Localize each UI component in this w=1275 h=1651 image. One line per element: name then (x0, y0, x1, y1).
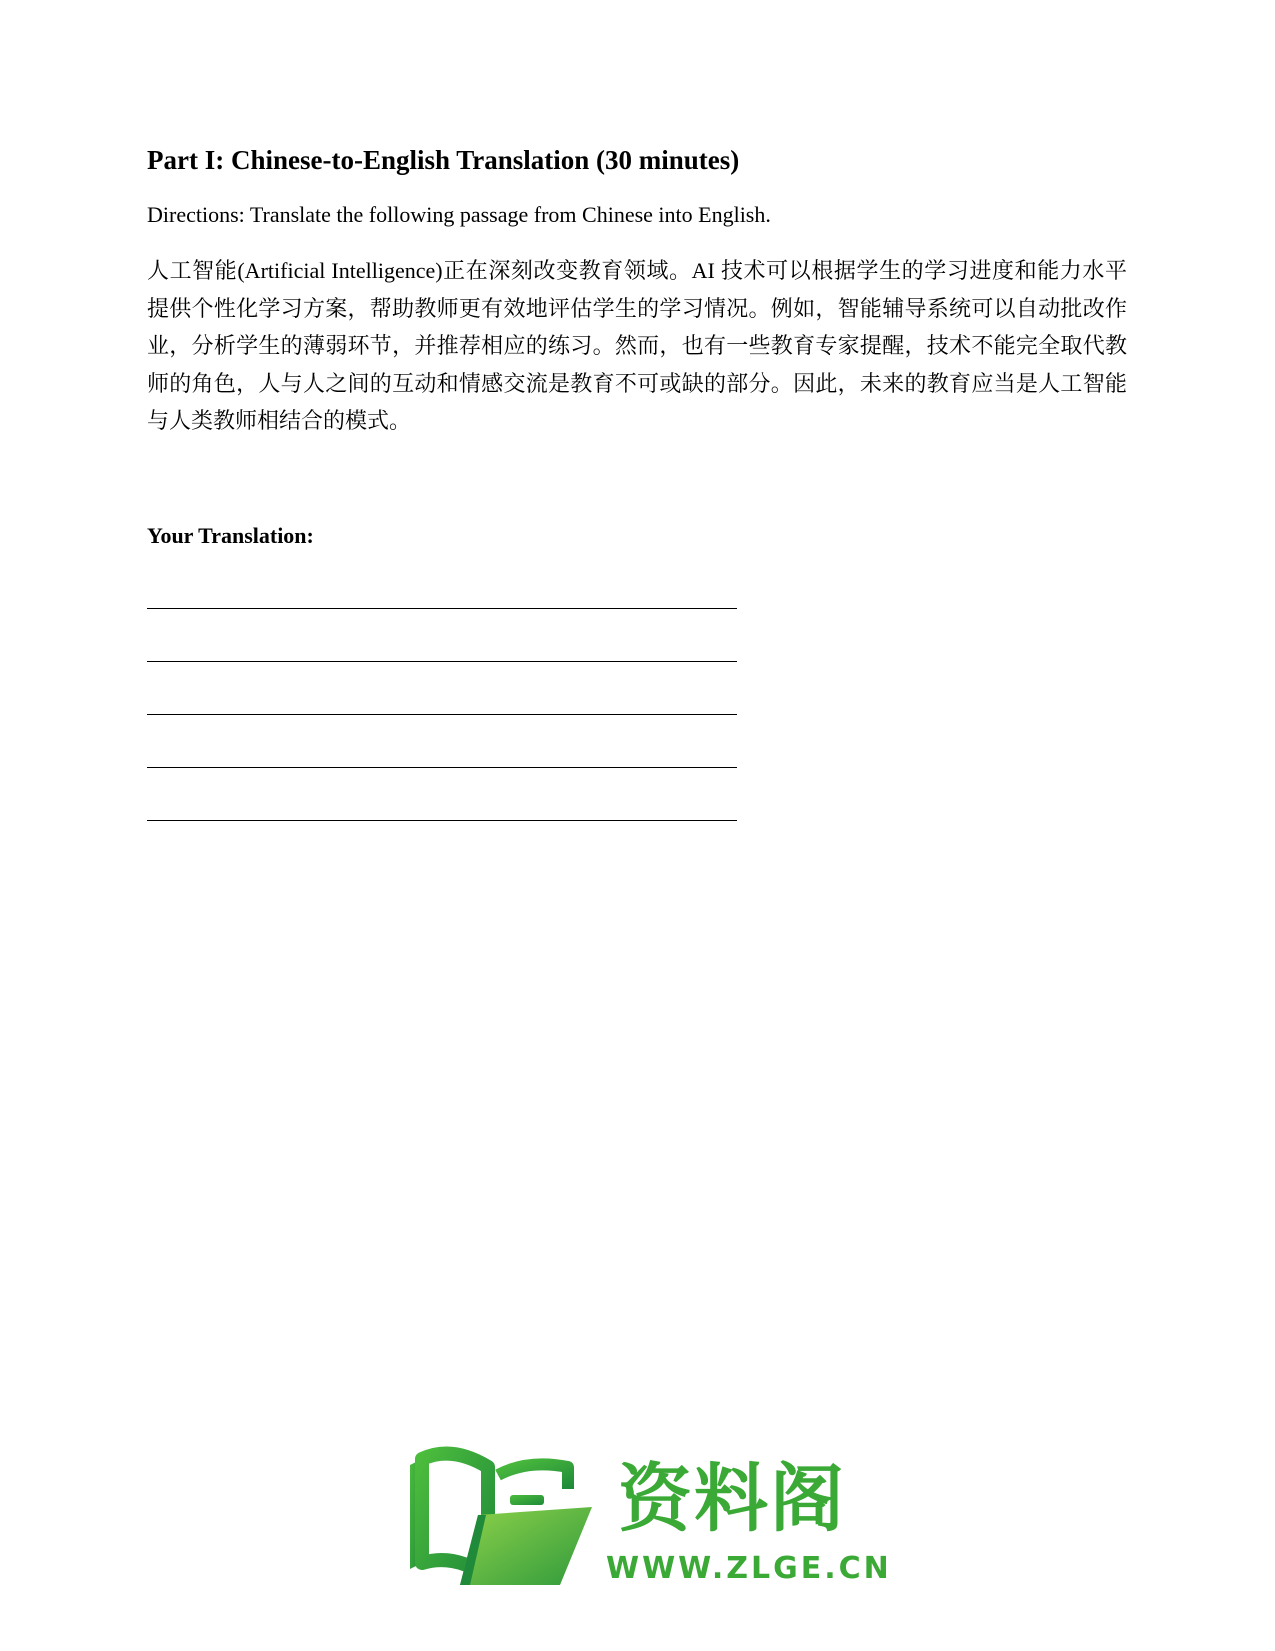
answer-line (147, 585, 737, 609)
directions-text: Directions: Translate the following passage from Chinese into English. (147, 202, 771, 227)
answer-lines (147, 585, 737, 821)
watermark-url: WWW.ZLGE.CN (606, 1551, 892, 1586)
answer-line (147, 715, 737, 768)
question-section (147, 142, 1127, 440)
answer-line (147, 662, 737, 715)
section-title: Part I: Chinese-to-English Translation (30 minutes) (147, 145, 740, 175)
open-book-folder-icon (400, 1445, 600, 1590)
answer-line (147, 609, 737, 662)
watermark-logo (400, 1445, 892, 1595)
answer-line (147, 768, 737, 821)
watermark-brand-text: 资料阁 (618, 1456, 846, 1542)
your-translation-label: Your Translation: (147, 523, 314, 548)
chinese-passage: 人工智能(Artificial Intelligence)正在深刻改变教育领域。AI 技术可以根据学生的学习进度和能力水平提供个性化学习方案，帮助教师更有效地评估学生的学习情况。例如，智能辅导系统可以自动批改作业，分析学生的薄弱环节，并推荐相应的练习。然而，也有一些教育专家提醒，技术不能完全取代教师的角色，人与人之间的互动和情感交流是教育不可或缺的部分。因此，未来的教育应当是人工智能与人类教师相结合的模式。 (147, 258, 1127, 433)
